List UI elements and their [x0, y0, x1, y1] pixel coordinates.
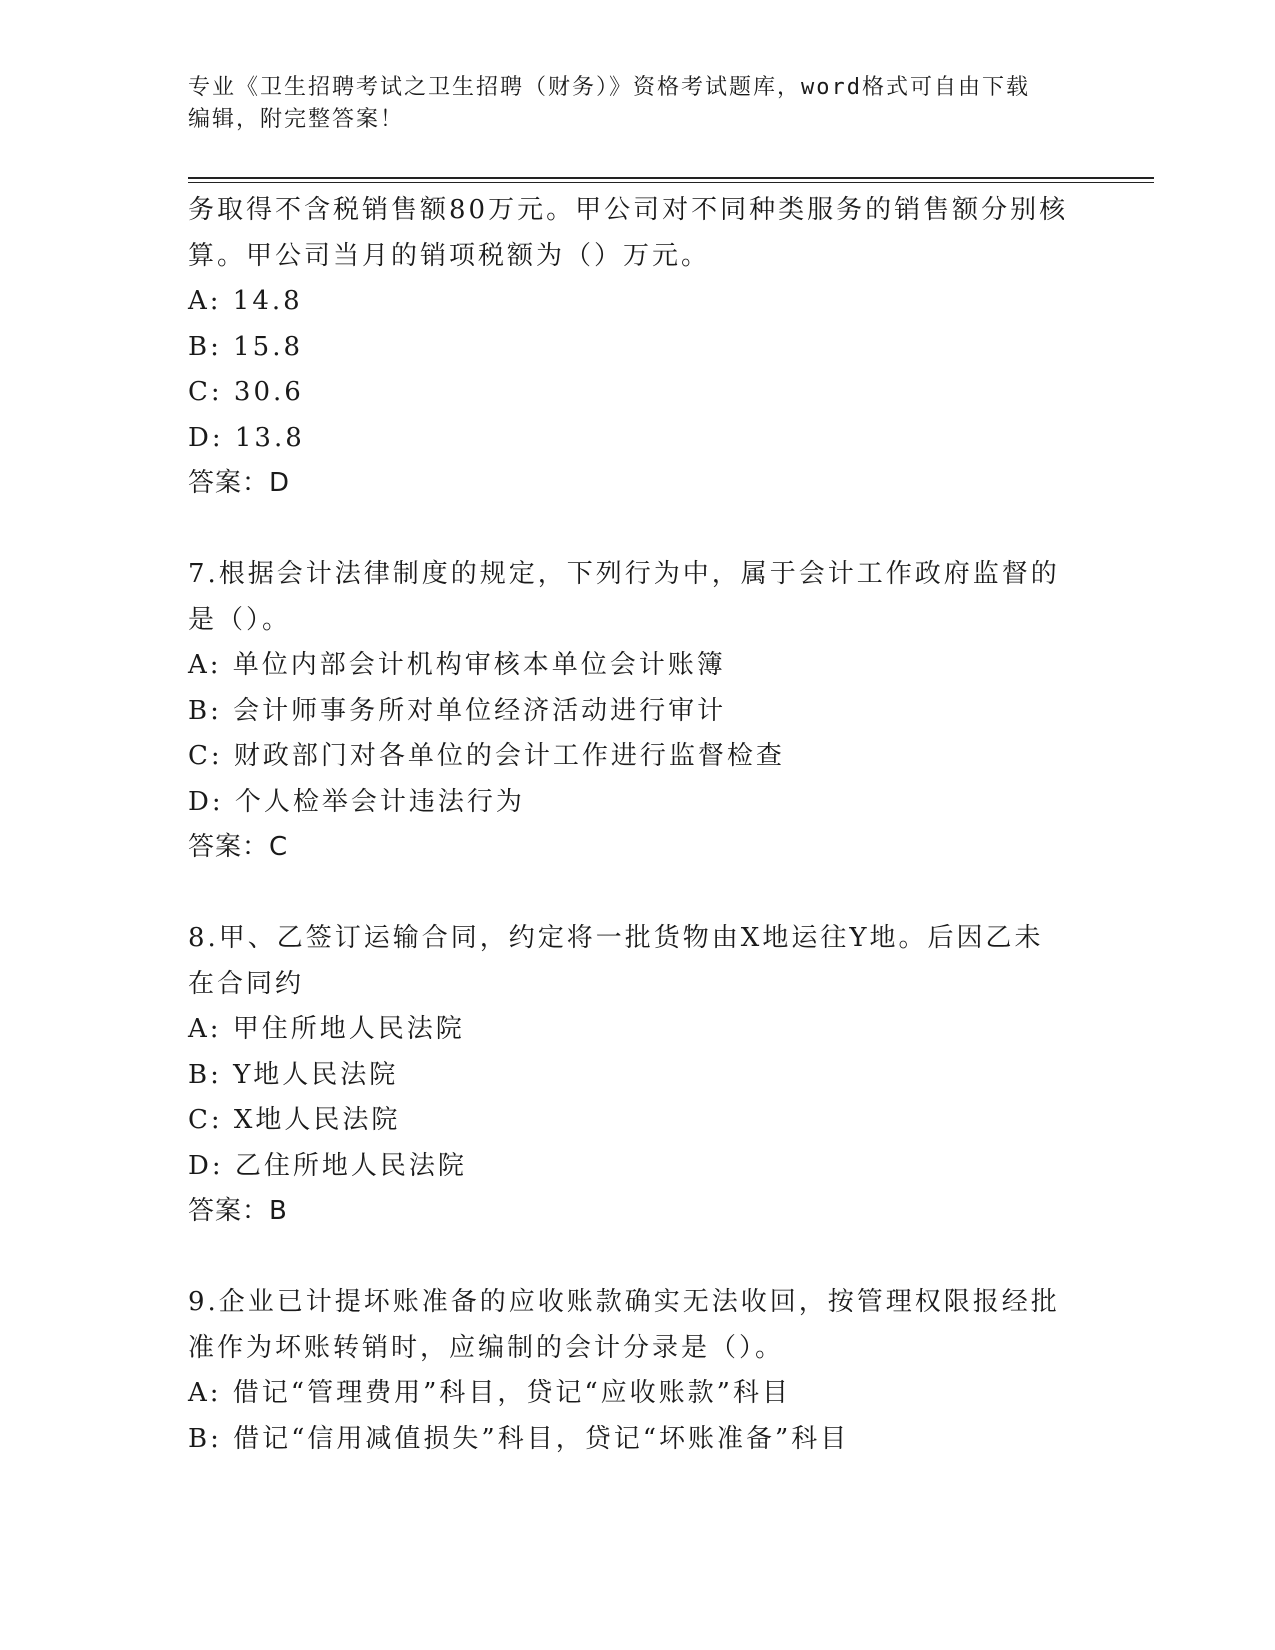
option-a: A: 14.8	[188, 286, 303, 316]
answer-text: 答案：B	[188, 1196, 288, 1226]
option-a: A: 单位内部会计机构审核本单位会计账簿	[188, 650, 726, 680]
header-line-2: 编辑，附完整答案！	[188, 107, 405, 132]
option-d: D: 乙住所地人民法院	[188, 1150, 467, 1181]
header-divider-thick	[188, 177, 1154, 179]
option-c: C: 30.6	[188, 377, 304, 407]
option-b: B: 15.8	[188, 331, 304, 362]
option-c: C: X地人民法院	[188, 1105, 401, 1135]
option-c: C: 财政部门对各单位的会计工作进行监督检查	[188, 741, 785, 771]
question-spacer	[188, 871, 1088, 917]
question-spacer	[188, 507, 1088, 553]
question-text-line: 8.甲、乙签订运输合同，约定将一批货物由X地运往Y地。后因乙未	[188, 923, 1044, 953]
option-b: B: Y地人民法院	[188, 1059, 399, 1090]
answer-text: 答案：C	[188, 832, 289, 862]
question-8	[188, 916, 1088, 1235]
answer-text: 答案：D	[188, 468, 291, 498]
option-a: A: 甲住所地人民法院	[188, 1014, 465, 1044]
question-text-line: 算。甲公司当月的销项税额为（）万元。	[188, 240, 711, 271]
document-body	[188, 188, 1088, 1462]
question-spacer	[188, 1235, 1088, 1281]
question-text-line: 准作为坏账转销时，应编制的会计分录是（）。	[188, 1332, 785, 1363]
header-divider-thin	[188, 182, 1154, 183]
option-b: B: 会计师事务所对单位经济活动进行审计	[188, 695, 727, 726]
question-text-line: 是（）。	[188, 604, 292, 635]
option-a: A: 借记“管理费用”科目，贷记“应收账款”科目	[188, 1378, 791, 1408]
question-text-line: 9.企业已计提坏账准备的应收账款确实无法收回，按管理权限报经批	[188, 1287, 1060, 1317]
question-6-continued	[188, 188, 1088, 507]
header-line-1: 专业《卫生招聘考试之卫生招聘（财务）》资格考试题库，word格式可自由下载	[188, 75, 1030, 100]
question-9	[188, 1280, 1088, 1462]
question-text-line: 7.根据会计法律制度的规定，下列行为中，属于会计工作政府监督的	[188, 559, 1060, 589]
option-d: D: 个人检举会计违法行为	[188, 786, 525, 817]
option-d: D: 13.8	[188, 422, 305, 453]
question-text-line: 在合同约	[188, 968, 305, 999]
option-b: B: 借记“信用减值损失”科目，贷记“坏账准备”科目	[188, 1423, 850, 1454]
question-7	[188, 552, 1088, 871]
question-text-line: 务取得不含税销售额80万元。甲公司对不同种类服务的销售额分别核	[188, 195, 1069, 225]
document-header	[188, 72, 1088, 136]
